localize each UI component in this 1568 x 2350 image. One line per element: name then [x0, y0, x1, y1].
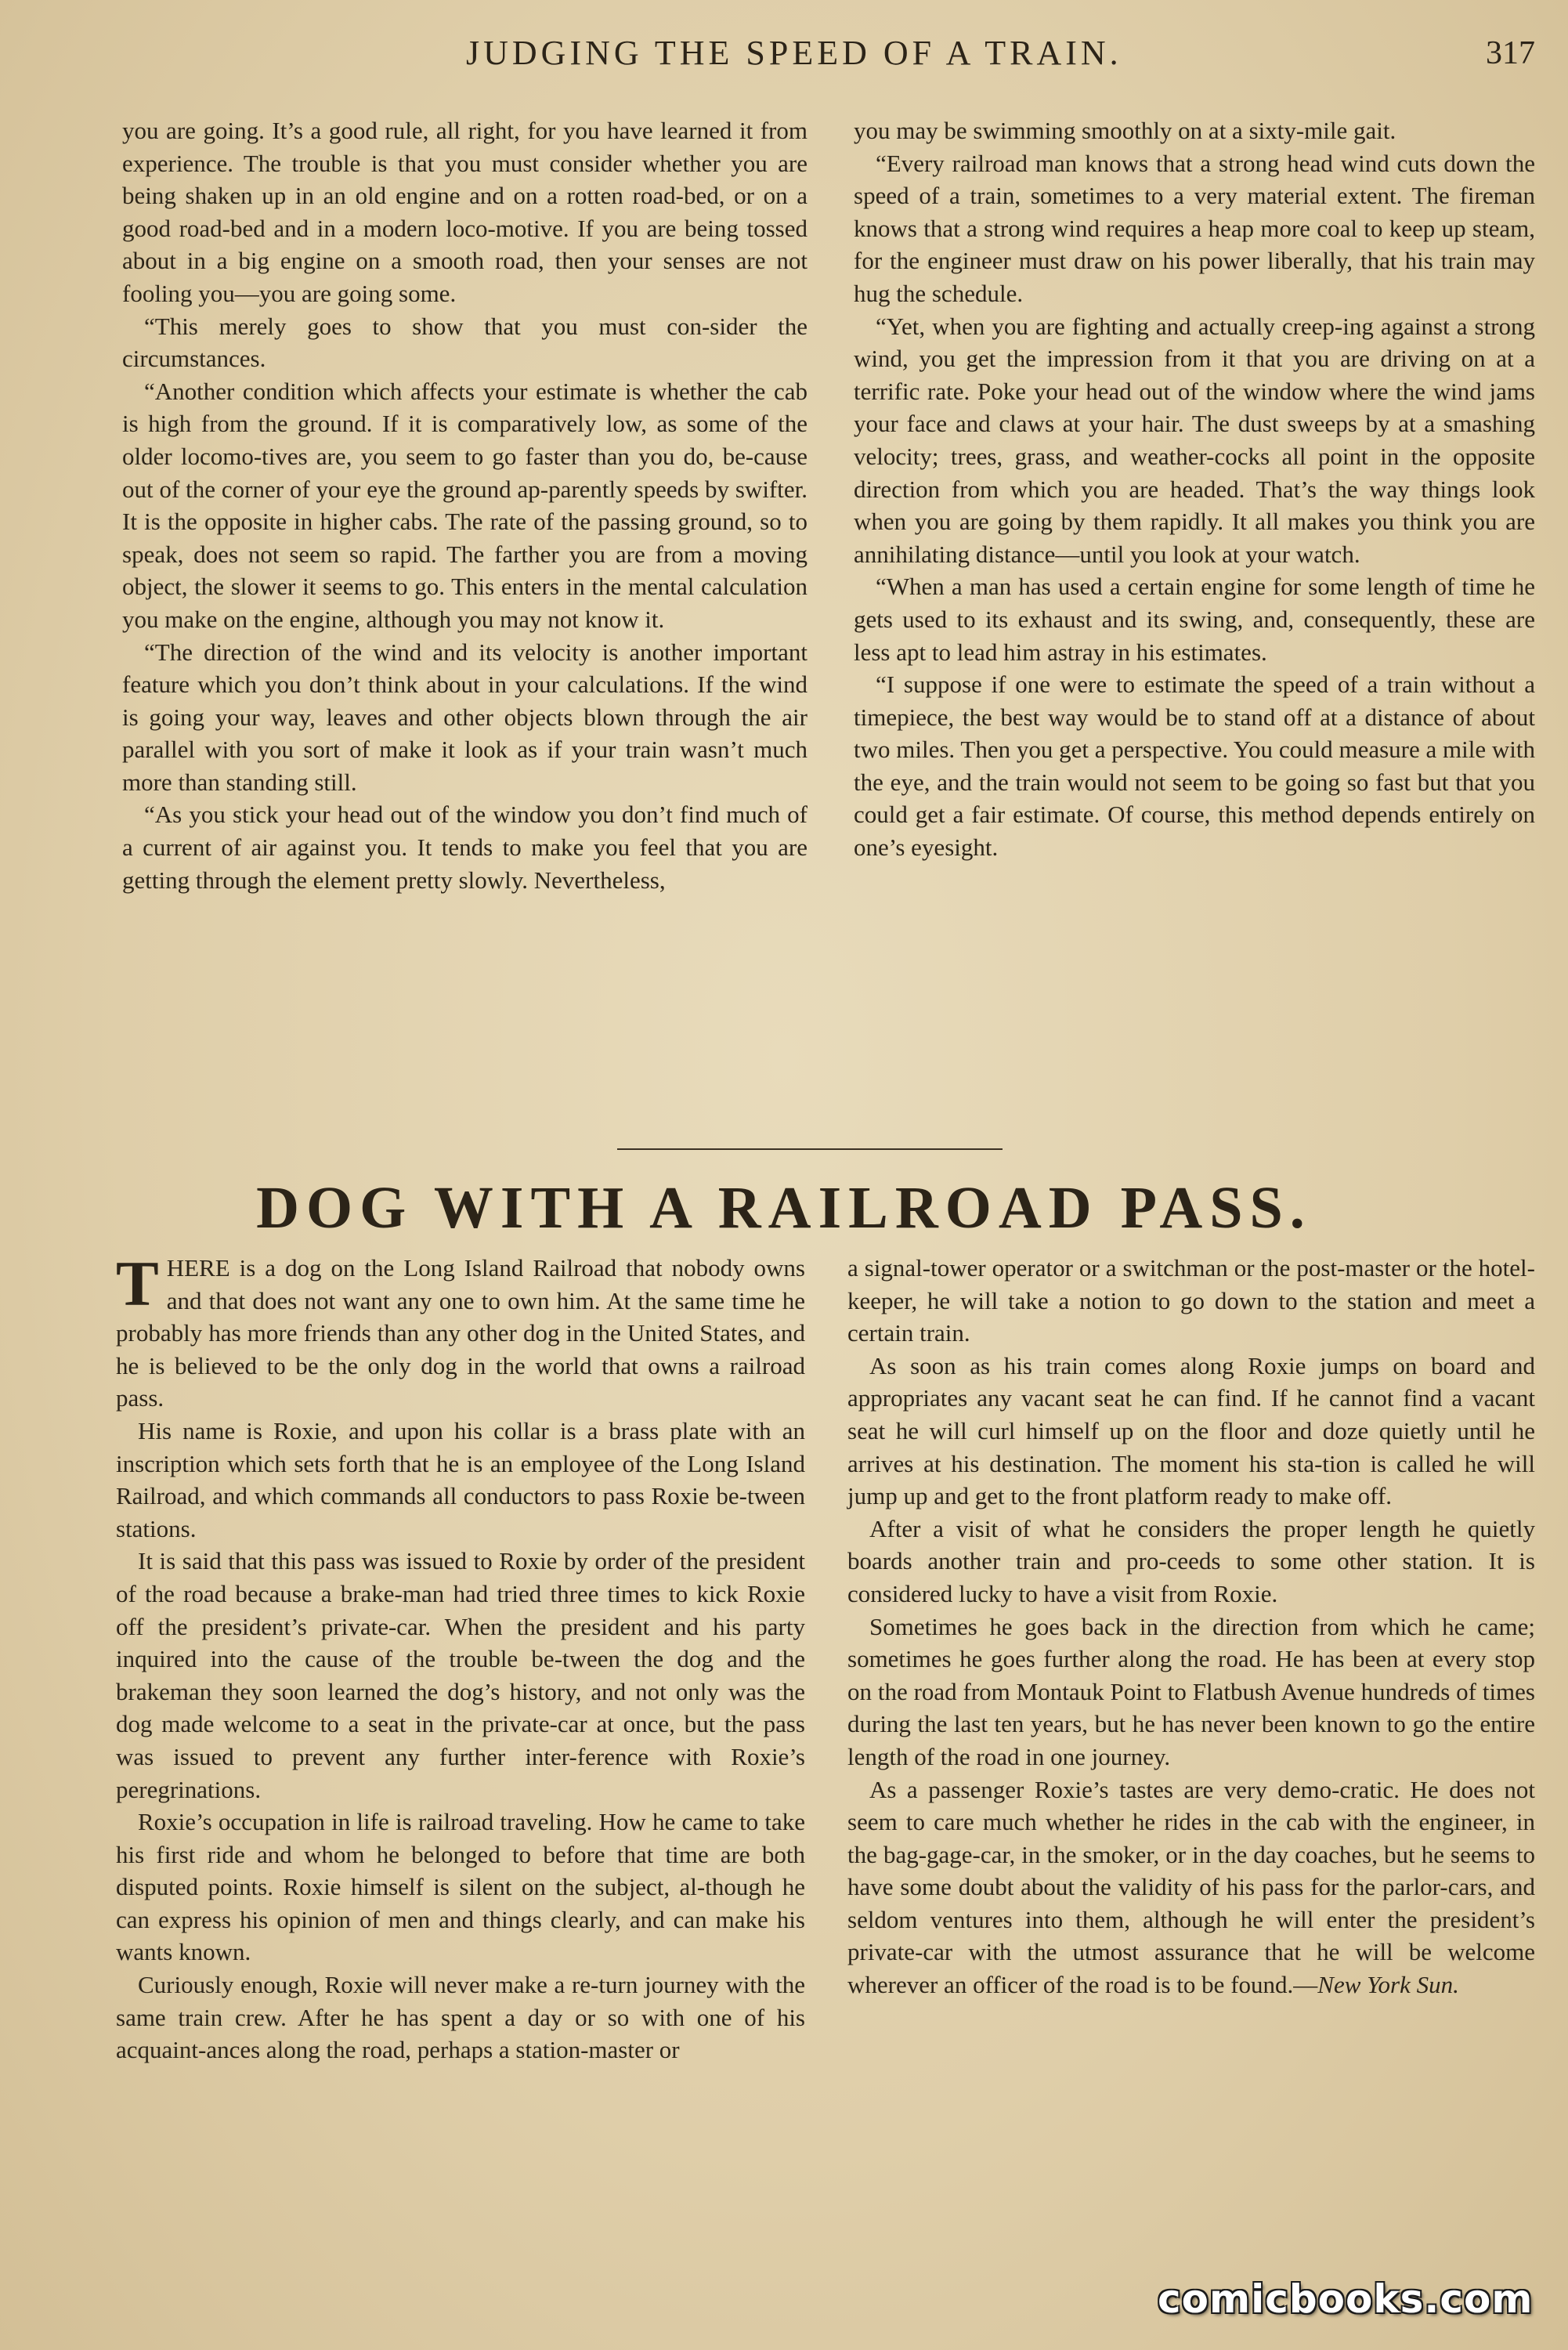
running-title: JUDGING THE SPEED OF A TRAIN.: [466, 34, 1122, 72]
paragraph: Curiously enough, Roxie will never make a re-turn journey with the same train crew. After he has spent a day or so with one of his acquaint-ances along the road, perhaps a station-master or: [116, 1971, 805, 2064]
paragraph: “This merely goes to show that you must con-sider the circumstances.: [122, 312, 807, 373]
last-paragraph: [847, 1773, 1535, 2001]
article1-left-column: [122, 114, 807, 896]
paragraph: “I suppose if one were to estimate the speed of a train without a timepiece, the best way would be to stand off at a distance of about two miles. Then you get a perspective. You could measure a mile with the eye, and the train would not seem to be going so fast but that you could get a fair estimate. Of course, this method depends entirely on one’s eyesight.: [854, 671, 1535, 862]
paragraph: After a visit of what he considers the proper length he quietly boards another train and pro-ceeds to some other station. It is considered lucky to have a visit from Roxie.: [847, 1514, 1535, 1607]
paragraph: His name is Roxie, and upon his collar is a brass plate with an inscription which sets forth that he is an employee of the Long Island Railroad, and which commands all conductors to pass Roxie be-tween stations.: [116, 1416, 805, 1542]
paragraph: you are going. It’s a good rule, all right, for you have learned it from experience. The trouble is that you must consider whether you are being shaken up in an old engine and on a rotten road-bed, or on a good road-bed and in a modern loco-motive. If you are being tossed about in a big engine on a smooth road, then your senses are not fooling you—you are going some.: [122, 117, 807, 307]
page-number: 317: [1486, 35, 1535, 71]
paragraph: Sometimes he goes back in the direction from which he came; sometimes he goes further along the road. He has been at every stop on the road from Montauk Point to Flatbush Avenue hundreds of times during the last ten years, but he has never been known to go the entire length of the road in one journey.: [847, 1612, 1535, 1770]
article2-right-column: [847, 1252, 1535, 2001]
paragraph: “Every railroad man knows that a strong head wind cuts down the speed of a train, sometimes to a very material extent. The fireman knows that a strong wind requires a heap more coal to keep up steam, for the engineer must draw on his power liberally, that his train may hug the schedule.: [854, 149, 1535, 307]
drop-cap: T: [116, 1248, 159, 1319]
paragraph: As soon as his train comes along Roxie jumps on board and appropriates any vacant seat he can find. If he cannot find a vacant seat he will curl himself up on the floor and doze quietly until he arrives at his destination. The moment his sta-tion is called he will jump up and get to the front platform ready to make off.: [847, 1351, 1535, 1510]
site-watermark: comicbooks.com: [1158, 2276, 1534, 2322]
lead-text: HERE is a dog on the Long Island Railroad that nobody owns and that does not want any one to own him. At the same time he probably has more friends than any other dog in the United States, and he is believed to be the only dog in the world that owns a railroad pass.: [116, 1254, 805, 1412]
article-headline: DOG WITH A RAILROAD PASS.: [256, 1175, 1312, 1241]
article2-left-column: [116, 1248, 805, 2066]
paragraph: “Yet, when you are fighting and actually creep-ing against a strong wind, you get the impression from it that you are driving on at a terrific rate. Poke your head out of the window where the wind jams your face and claws at your hair. The dust sweeps by at a smashing velocity; trees, grass, and weather-cocks all point in the opposite direction from which you are headed. That’s the way things look when you are going by them rapidly. It all makes you think you are annihilating distance—until you look at your watch.: [854, 312, 1535, 568]
paragraph: a signal-tower operator or a switchman or the post-master or the hotel-keeper, he will take a notion to go down to the station and meet a certain train.: [847, 1254, 1535, 1347]
article1-right-column: [854, 114, 1535, 864]
running-head: [0, 30, 1568, 77]
paragraph: Roxie’s occupation in life is railroad traveling. How he came to take his first ride and whom he belonged to before that time are both disputed points. Roxie himself is silent on the subject, al-though he can express his opinion of men and things clearly, and can make his wants known.: [116, 1808, 805, 1966]
paragraph: “When a man has used a certain engine for some length of time he gets used to its exhaust and its swing, and, consequently, these are less apt to lead him astray in his estimates.: [854, 573, 1535, 666]
paragraph: It is said that this pass was issued to Roxie by order of the president of the road because a brake-man had tried three times to kick Roxie off the president’s private-car. When the president and his party inquired into the cause of the trouble be-tween the dog and the brakeman they soon learned the dog’s history, and not only was the dog made welcome to a seat in the private-car at once, but the pass was issued to prevent any further inter-ference with Roxie’s peregrinations.: [116, 1547, 805, 1803]
paragraph: “The direction of the wind and its velocity is another important feature which you don’t think about in your calculations. If the wind is going your way, leaves and other objects blown through the air parallel with you sort of make it look as if your train wasn’t much more than standing still.: [122, 638, 807, 796]
lead-paragraph: [116, 1248, 805, 1415]
paragraph: “As you stick your head out of the window you don’t find much of a current of air against you. It tends to make you feel that you are getting through the element pretty slowly. Nevertheless,: [122, 801, 807, 894]
paragraph: “Another condition which affects your estimate is whether the cab is high from the ground. If it is comparatively low, as some of the older locomo-tives are, you seem to go faster than you do, be-cause out of the corner of your eye the ground ap-parently speeds by swifter. It is the opposite in higher cabs. The rate of the passing ground, so to speak, does not seem so rapid. The farther you are from a moving object, the slower it seems to go. This enters in the mental calculation you make on the engine, although you may not know it.: [122, 377, 807, 633]
paragraph: you may be swimming smoothly on at a sixty-mile gait.: [854, 117, 1396, 144]
section-divider: [617, 1148, 1003, 1150]
last-paragraph-text: As a passenger Roxie’s tastes are very demo-cratic. He does not seem to care much whether he rides in the cab with the engineer, in the bag-gage-car, in the smoker, or in the day coaches, but he seems to have some doubt about the validity of his pass for the parlor-cars, and seldom ventures into them, although he will enter the president’s private-car with the utmost assurance that he will be welcome wherever an officer of the road is to be found.—: [847, 1775, 1535, 1999]
source-credit: New York Sun.: [1317, 1971, 1459, 1999]
